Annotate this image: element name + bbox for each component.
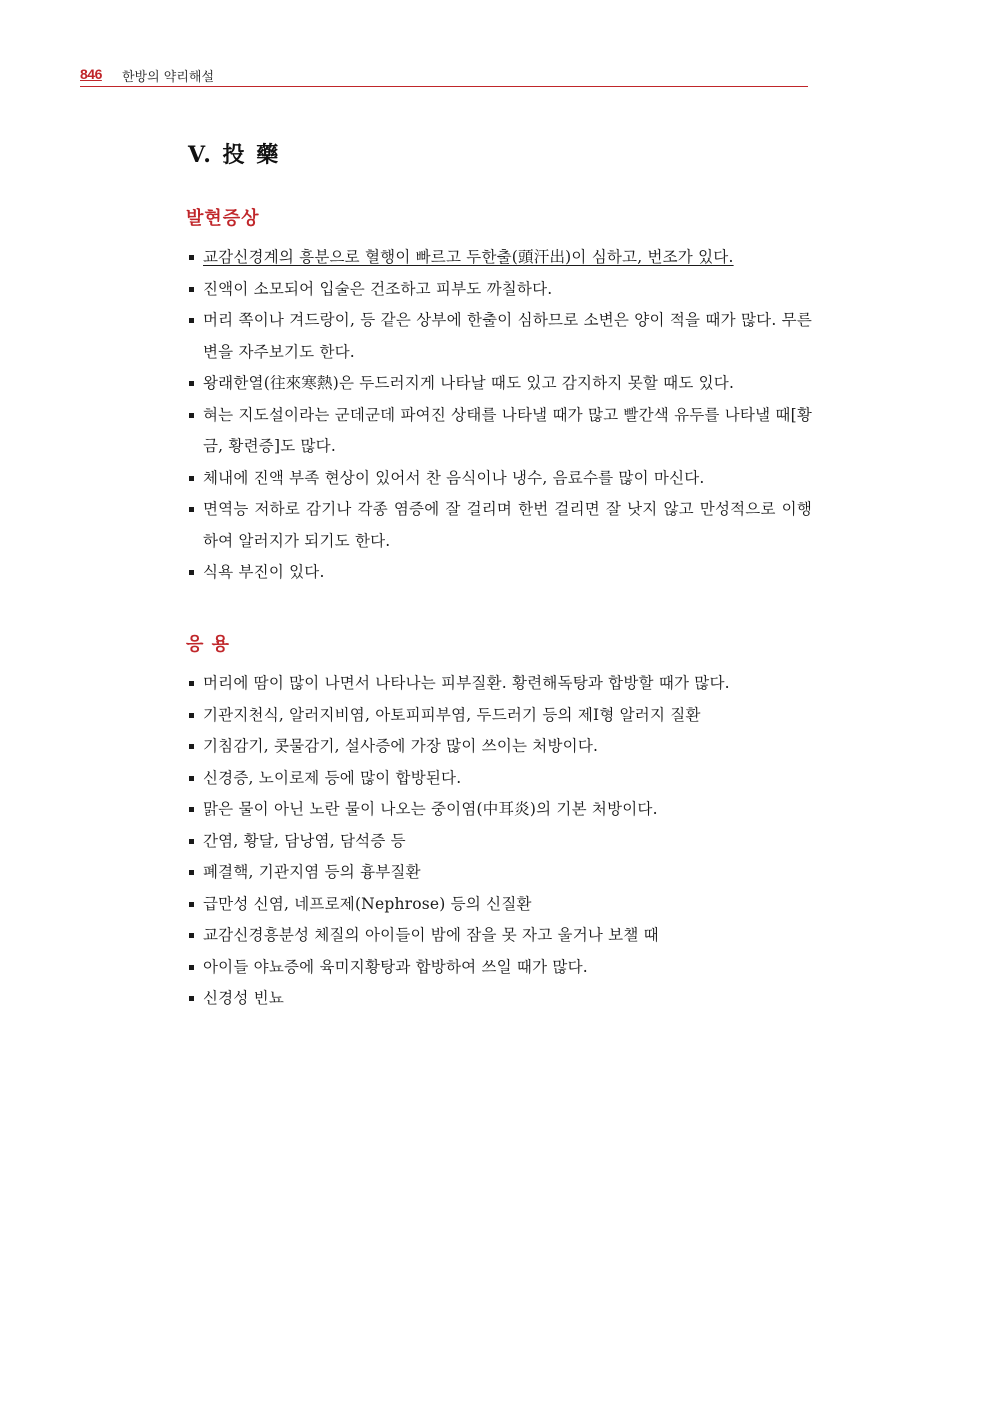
list-item [188,826,812,858]
list-item-text: 머리 쪽이나 겨드랑이, 등 같은 상부에 한출이 심하므로 소변은 양이 적을 때가 많다. 무른 변을 자주보기도 한다. [203,311,812,361]
list-item-text: 신경증, 노이로제 등에 많이 합방된다. [203,768,462,787]
list-item [188,700,812,732]
list-item [188,983,812,1015]
bullet-icon [189,318,194,323]
application-list [188,668,812,1015]
bullet-icon [189,996,194,1001]
list-item-text: 기관지천식, 알러지비염, 아토피피부염, 두드러기 등의 제I형 알러지 질환 [203,705,701,724]
bullet-icon [189,476,194,481]
bullet-icon [189,902,194,907]
symptoms-heading: 발현증상 [186,208,260,229]
list-item-text: 아이들 야뇨증에 육미지황탕과 합방하여 쓰일 때가 많다. [203,957,588,976]
list-item-text: 급만성 신염, 네프로제(Nephrose) 등의 신질환 [203,894,532,913]
bullet-icon [189,413,194,418]
list-item [188,274,812,306]
list-item-text: 교감신경계의 흥분으로 혈행이 빠르고 두한출(頭汗出)이 심하고, 번조가 있다. [203,248,734,266]
list-item-text: 왕래한열(往來寒熱)은 두드러지게 나타날 때도 있고 감지하지 못할 때도 있다. [203,374,735,392]
page-number: 846 [80,66,102,82]
list-item [188,368,812,400]
list-item-text: 식욕 부진이 있다. [203,563,325,581]
list-item-text: 신경성 빈뇨 [203,989,284,1007]
list-item [188,557,812,589]
running-title: 한방의 약리해설 [122,70,215,85]
bullet-icon [189,839,194,844]
bullet-icon [189,870,194,875]
list-item [188,463,812,495]
list-item [188,305,812,368]
bullet-icon [189,965,194,970]
list-item-text: 간염, 황달, 담낭염, 담석증 등 [203,831,406,850]
list-item [188,242,812,274]
list-item [188,763,812,795]
list-item-text: 진액이 소모되어 입술은 건조하고 피부도 까칠하다. [203,279,553,298]
bullet-icon [189,933,194,938]
list-item-text: 교감신경흥분성 체질의 아이들이 밤에 잠을 못 자고 울거나 보챌 때 [203,926,659,944]
list-item-text: 혀는 지도설이라는 군데군데 파여진 상태를 나타낼 때가 많고 빨간색 유두를 나타낼 때[황금, 황련증]도 많다. [203,405,812,455]
list-item [188,889,812,921]
bullet-icon [189,713,194,718]
list-item-text: 머리에 땀이 많이 나면서 나타나는 피부질환. 황련해독탕과 합방할 때가 많다. [203,674,730,692]
bullet-icon [189,570,194,575]
list-item-text: 체내에 진액 부족 현상이 있어서 찬 음식이나 냉수, 음료수를 많이 마신다. [203,468,705,487]
list-item [188,494,812,557]
list-item-text: 면역능 저하로 감기나 각종 염증에 잘 걸리며 한번 걸리면 잘 낫지 않고 만성적으로 이행하여 알러지가 되기도 한다. [203,500,812,550]
bullet-icon [189,507,194,512]
list-item [188,857,812,889]
list-item [188,668,812,700]
bullet-icon [189,287,194,292]
bullet-icon [189,255,194,260]
list-item [188,920,812,952]
list-item-text: 맑은 물이 아닌 노란 물이 나오는 중이염(中耳炎)의 기본 처방이다. [203,800,658,818]
section-title: V. 投 藥 [188,142,281,168]
bullet-icon [189,381,194,386]
bullet-icon [189,807,194,812]
list-item-text: 기침감기, 콧물감기, 설사증에 가장 많이 쓰이는 처방이다. [203,737,599,755]
page-header [80,64,808,87]
list-item-text: 폐결핵, 기관지염 등의 흉부질환 [203,863,421,881]
bullet-icon [189,681,194,686]
list-item [188,400,812,463]
list-item [188,952,812,984]
list-item [188,731,812,763]
list-item [188,794,812,826]
bullet-icon [189,744,194,749]
application-heading: 응 용 [186,634,231,655]
symptoms-list [188,242,812,589]
bullet-icon [189,776,194,781]
